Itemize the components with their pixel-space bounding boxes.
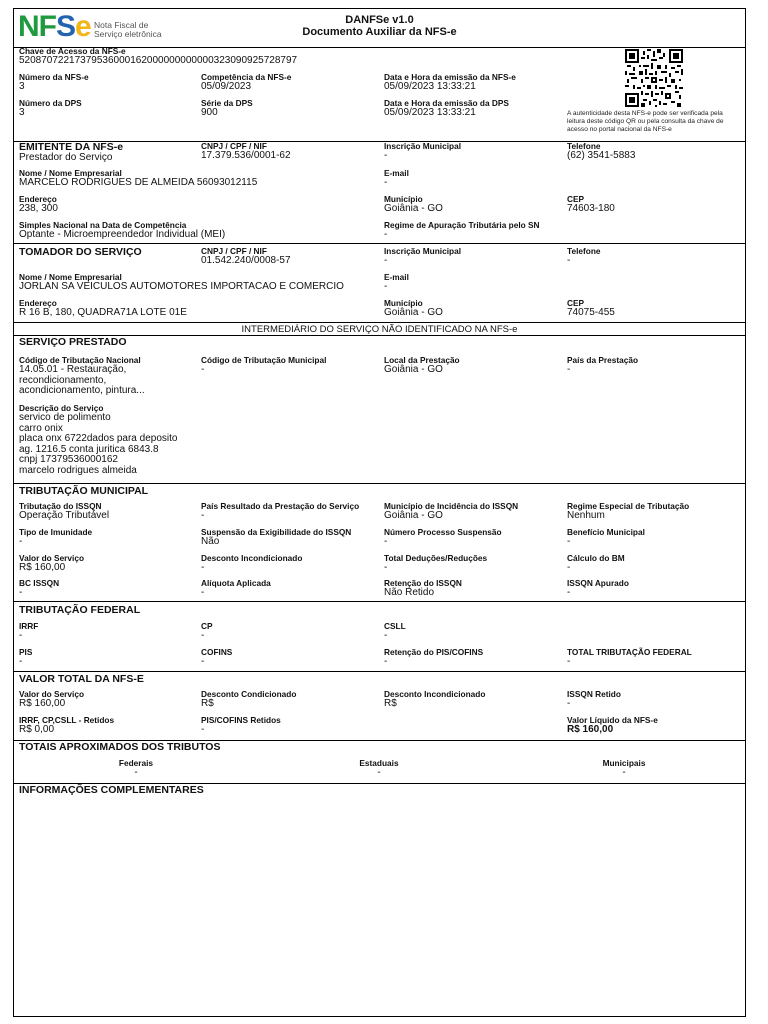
cod-municipal-label: Código de Tributação Municipal: [201, 355, 327, 365]
tomador-telefone-label: Telefone: [567, 246, 601, 256]
vt-irrf-retidos-value: R$ 0,00: [19, 724, 55, 735]
emitente-im-label: Inscrição Municipal: [384, 141, 461, 151]
imunidade-label: Tipo de Imunidade: [19, 527, 93, 537]
tomador-telefone-value: -: [567, 255, 571, 266]
issqn-apurado-label: ISSQN Apurado: [567, 578, 629, 588]
vt-valor-liquido-value: R$ 160,00: [567, 724, 614, 735]
servico-section-title: SERVIÇO PRESTADO: [19, 336, 127, 348]
tomador-cep-value: 74075-455: [567, 307, 615, 318]
regime-especial-label: Regime Especial de Tributação: [567, 501, 690, 511]
serie-dps-label: Série da DPS: [201, 98, 253, 108]
qr-note: A autenticidade desta NFS-e pode ser verificada pela leitura deste código QR ou pela consulta da chave de acesso no portal nacional da NFS-e: [567, 110, 724, 133]
beneficio-value: -: [567, 536, 571, 547]
vt-desconto-incond-value: R$: [384, 698, 397, 709]
cp-label: CP: [201, 621, 213, 631]
chave-label: Chave de Acesso da NFS-e: [19, 46, 126, 56]
serie-dps-value: 900: [201, 107, 218, 118]
tomador-im-label: Inscrição Municipal: [384, 246, 461, 256]
totais-federais-label: Federais: [118, 758, 154, 768]
emissao-nfse-label: Data e Hora da emissão da NFS-e: [384, 72, 516, 82]
cofins-value: -: [201, 656, 205, 667]
tomador-endereco-value: R 16 B, 180, QUADRA71A LOTE 01E: [19, 307, 187, 318]
municipio-incidencia-label: Município de Incidência do ISSQN: [384, 501, 519, 511]
logo-text-line2: Serviço eletrônica: [94, 29, 162, 39]
tomador-endereco-label: Endereço: [19, 298, 57, 308]
total-federal-label: TOTAL TRIBUTAÇÃO FEDERAL: [567, 647, 692, 657]
pais-label: País da Prestação: [567, 355, 639, 365]
title-line1: DANFSe v1.0: [345, 14, 414, 26]
emissao-nfse-value: 05/09/2023 13:33:21: [384, 81, 476, 92]
cofins-label: COFINS: [201, 647, 233, 657]
valor-servico-value: R$ 160,00: [19, 562, 66, 573]
competencia-label: Competência da NFS-e: [201, 72, 292, 82]
tomador-municipio-label: Município: [384, 298, 423, 308]
numero-nfse-label: Número da NFS-e: [19, 72, 89, 82]
numero-dps-label: Número da DPS: [19, 98, 82, 108]
emitente-section-title: EMITENTE DA NFS-e: [19, 141, 124, 153]
totais-federais-value: -: [134, 767, 138, 778]
numero-dps-value: 3: [19, 107, 25, 118]
pais-resultado-label: País Resultado da Prestação do Serviço: [201, 501, 360, 511]
totais-section-title: TOTAIS APROXIMADOS DOS TRIBUTOS: [19, 741, 221, 753]
totais-estaduais-value: -: [377, 767, 381, 778]
retencao-pis-label: Retenção do PIS/COFINS: [384, 647, 484, 657]
vt-valor-servico-value: R$ 160,00: [19, 698, 66, 709]
emitente-cnpj-label: CNPJ / CPF / NIF: [201, 141, 267, 151]
pis-label: PIS: [19, 647, 33, 657]
emitente-cep-label: CEP: [567, 194, 585, 204]
bc-issqn-label: BC ISSQN: [19, 578, 60, 588]
emitente-municipio-label: Município: [384, 194, 423, 204]
irrf-value: -: [19, 630, 23, 641]
emitente-cnpj-value: 17.379.536/0001-62: [201, 150, 291, 161]
totais-municipais-label: Municipais: [602, 758, 646, 768]
cp-value: -: [201, 630, 205, 641]
total-deducoes-label: Total Deduções/Reduções: [384, 553, 488, 563]
processo-value: -: [384, 536, 388, 547]
vt-desconto-cond-label: Desconto Condicionado: [201, 689, 297, 699]
emitente-nome-value: MARCELO RODRIGUES DE ALMEIDA 56093012115: [19, 177, 258, 188]
suspensao-label: Suspensão da Exigibilidade do ISSQN: [201, 527, 352, 537]
vt-pis-retidos-label: PIS/COFINS Retidos: [201, 715, 281, 725]
vt-desconto-incond-label: Desconto Incondicionado: [384, 689, 486, 699]
divider: [14, 483, 745, 484]
valor-servico-label: Valor do Serviço: [19, 553, 85, 563]
calculo-bm-value: -: [567, 562, 571, 573]
logo-text-line1: Nota Fiscal de: [94, 20, 149, 30]
emitente-regime-value: -: [384, 229, 388, 240]
beneficio-label: Benefício Municipal: [567, 527, 645, 537]
divider: [14, 141, 745, 142]
chave-value: 52087072217379536000162000000000000323090925728797: [19, 55, 298, 66]
local-label: Local da Prestação: [384, 355, 460, 365]
suspensao-value: Não: [201, 536, 220, 547]
pais-value: -: [567, 364, 571, 375]
tributacao-value: Operação Tributável: [19, 510, 110, 521]
pais-resultado-value: -: [201, 510, 205, 521]
danfse-document: [13, 8, 746, 1017]
emitente-endereco-value: 238, 300: [19, 203, 58, 214]
divider: [14, 243, 745, 244]
cod-municipal-value: -: [201, 364, 205, 375]
emitente-subtitle: Prestador do Serviço: [19, 152, 113, 163]
total-deducoes-value: -: [384, 562, 388, 573]
info-section-title: INFORMAÇÕES COMPLEMENTARES: [19, 784, 204, 796]
vt-valor-servico-label: Valor do Serviço: [19, 689, 85, 699]
emitente-cep-value: 74603-180: [567, 203, 615, 214]
emitente-municipio-value: Goiânia - GO: [384, 203, 443, 214]
emitente-telefone-value: (62) 3541-5883: [567, 150, 636, 161]
divider: [14, 601, 745, 602]
tomador-email-label: E-mail: [384, 272, 409, 282]
total-federal-value: -: [567, 656, 571, 667]
retencao-issqn-label: Retenção do ISSQN: [384, 578, 462, 588]
imunidade-value: -: [19, 536, 23, 547]
qr-code: [625, 49, 683, 107]
emitente-email-label: E-mail: [384, 168, 409, 178]
descricao-label: Descrição do Serviço: [19, 403, 104, 413]
emitente-regime-label: Regime de Apuração Tributária pelo SN: [384, 220, 540, 230]
emitente-telefone-label: Telefone: [567, 141, 601, 151]
tomador-cep-label: CEP: [567, 298, 585, 308]
title-line2: Documento Auxiliar da NFS-e: [302, 26, 457, 38]
emitente-email-value: -: [384, 177, 388, 188]
aliquota-value: -: [201, 587, 205, 598]
vt-issqn-retido-label: ISSQN Retido: [567, 689, 621, 699]
logo-wordmark: NFSe: [18, 10, 91, 43]
vt-irrf-retidos-label: IRRF, CP,CSLL - Retidos: [19, 715, 115, 725]
tomador-section-title: TOMADOR DO SERVIÇO: [19, 246, 142, 258]
municipio-incidencia-value: Goiânia - GO: [384, 510, 443, 521]
retencao-pis-value: -: [384, 656, 388, 667]
trib-federal-section-title: TRIBUTAÇÃO FEDERAL: [19, 604, 141, 616]
document-header: [14, 9, 745, 49]
emissao-dps-value: 05/09/2023 13:33:21: [384, 107, 476, 118]
vt-valor-liquido-label: Valor Líquido da NFS-e: [567, 715, 658, 725]
vt-issqn-retido-value: -: [567, 698, 571, 709]
desconto-incond-value: -: [201, 562, 205, 573]
cod-nacional-value: 14.05.01 - Restauração, recondicionamento, acondicionamento, pintura...: [19, 364, 145, 396]
tomador-nome-value: JORLAN SA VEICULOS AUTOMOTORES IMPORTACAO E COMERCIO: [19, 281, 344, 292]
regime-especial-value: Nenhum: [567, 510, 605, 521]
emitente-nome-label: Nome / Nome Empresarial: [19, 168, 122, 178]
tomador-nome-label: Nome / Nome Empresarial: [19, 272, 122, 282]
bc-issqn-value: -: [19, 587, 23, 598]
pis-value: -: [19, 656, 23, 667]
local-value: Goiânia - GO: [384, 364, 443, 375]
totais-estaduais-label: Estaduais: [359, 758, 399, 768]
csll-value: -: [384, 630, 388, 641]
emitente-im-value: -: [384, 150, 388, 161]
emitente-simples-label: Simples Nacional na Data de Competência: [19, 220, 187, 230]
intermediario-banner: INTERMEDIÁRIO DO SERVIÇO NÃO IDENTIFICADO NA NFS-e: [241, 324, 518, 335]
vt-pis-retidos-value: -: [201, 724, 205, 735]
descricao-value: servico de polimento carro onix placa onx 6722dados para deposito ag. 1216.5 conta juritica 6843.8 cnpj 17379536000162 marcelo rodrigues almeida: [19, 412, 178, 476]
tributacao-label: Tributação do ISSQN: [19, 501, 102, 511]
divider: [14, 671, 745, 672]
desconto-incond-label: Desconto Incondicionado: [201, 553, 303, 563]
cod-nacional-label: Código de Tributação Nacional: [19, 355, 141, 365]
valor-total-section-title: VALOR TOTAL DA NFS-E: [19, 673, 144, 685]
tomador-cnpj-label: CNPJ / CPF / NIF: [201, 246, 267, 256]
aliquota-label: Alíquota Aplicada: [201, 578, 271, 588]
trib-municipal-section-title: TRIBUTAÇÃO MUNICIPAL: [19, 485, 149, 497]
tomador-municipio-value: Goiânia - GO: [384, 307, 443, 318]
calculo-bm-label: Cálculo do BM: [567, 553, 625, 563]
divider: [14, 322, 745, 323]
vt-desconto-cond-value: R$: [201, 698, 214, 709]
tomador-cnpj-value: 01.542.240/0008-57: [201, 255, 291, 266]
numero-nfse-value: 3: [19, 81, 25, 92]
document-title: [14, 14, 745, 38]
processo-label: Número Processo Suspensão: [384, 527, 502, 537]
irrf-label: IRRF: [19, 621, 39, 631]
tomador-email-value: -: [384, 281, 388, 292]
competencia-value: 05/09/2023: [201, 81, 252, 92]
totais-municipais-value: -: [622, 767, 626, 778]
emitente-endereco-label: Endereço: [19, 194, 57, 204]
emissao-dps-label: Data e Hora da emissão da DPS: [384, 98, 509, 108]
retencao-issqn-value: Não Retido: [384, 587, 435, 598]
emitente-simples-value: Optante - Microempreendedor Individual (MEI): [19, 229, 226, 240]
csll-label: CSLL: [384, 621, 406, 631]
tomador-im-value: -: [384, 255, 388, 266]
issqn-apurado-value: -: [567, 587, 571, 598]
